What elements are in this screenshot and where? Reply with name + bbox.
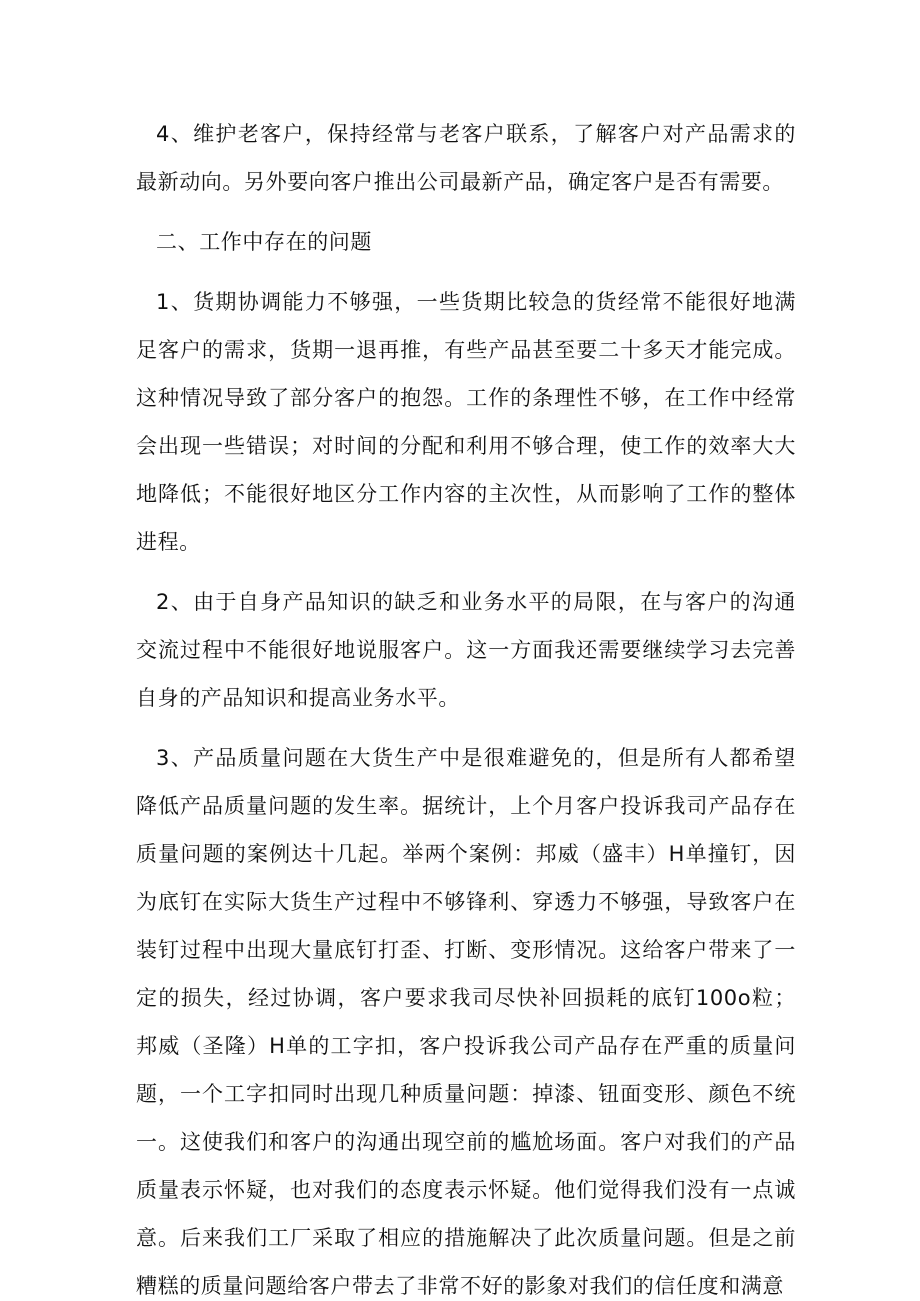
paragraph-quality-issues: 3、产品质量问题在大货生产中是很难避免的，但是所有人都希望降低产品质量问题的发生率。据统计，上个月客户投诉我司产品存在质量问题的案例达十几起。举两个案例：邦威（盛丰）H单撞钉，因为底钉在实际大货生产过程中不够锋利、穿透力不够强，导致客户在装钉过程中出现大量底钉打歪、打断、变形情况。这给客户带来了一定的损失，经过协调，客户要求我司尽快补回损耗的底钉100o粒；邦威（圣隆）H单的工字扣，客户投诉我公司产品存在严重的质量问题，一个工字扣同时出现几种质量问题：掉漆、钮面变形、颜色不统一。这使我们和客户的沟通出现空前的尴尬场面。客户对我们的产品质量表示怀疑，也对我们的态度表示怀疑。他们觉得我们没有一点诚意。后来我们工厂采取了相应的措施解决了此次质量问题。但是之前糟糕的质量问题给客户带去了非常不好的影象对我们的信任度和满意 <box>136 746 796 1298</box>
paragraph-product-knowledge: 2、由于自身产品知识的缺乏和业务水平的局限，在与客户的沟通交流过程中不能很好地说服客户。这一方面我还需要继续学习去完善自身的产品知识和提高业务水平。 <box>136 590 796 710</box>
document-body <box>136 110 796 1301</box>
paragraph-maintain-old-customers: 4、维护老客户，保持经常与老客户联系，了解客户对产品需求的最新动向。另外要向客户推出公司最新产品，确定客户是否有需要。 <box>136 122 796 194</box>
paragraph-delivery-coordination: 1、货期协调能力不够强，一些货期比较急的货经常不能很好地满足客户的需求，货期一退再推，有些产品甚至要二十多天才能完成。这种情况导致了部分客户的抱怨。工作的条理性不够，在工作中经常会出现一些错误；对时间的分配和利用不够合理，使工作的效率大大地降低；不能很好地区分工作内容的主次性，从而影响了工作的整体进程。 <box>136 290 796 554</box>
section-heading-problems: 二、工作中存在的问题 <box>156 230 372 254</box>
